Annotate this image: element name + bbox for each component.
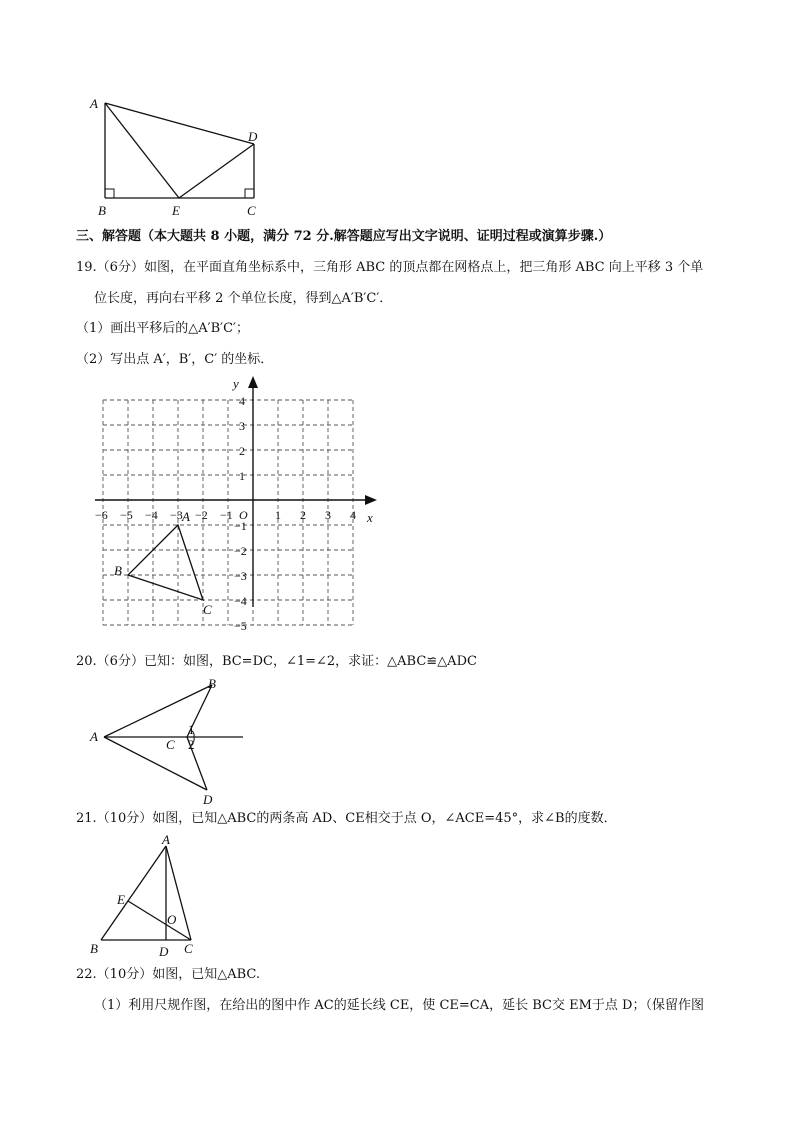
- angle-label-2: 2: [188, 737, 195, 752]
- label-d: D: [159, 944, 169, 959]
- x-axis-arrow: [365, 495, 377, 505]
- x-tick-label: 4: [350, 508, 356, 522]
- y-tick-label: 1: [239, 469, 245, 483]
- section-heading: 三、解答题（本大题共 8 小题，满分 72 分.解答题应写出文字说明、证明过程或演算步骤.）: [76, 229, 612, 244]
- x-tick-label: −3: [170, 508, 183, 522]
- point-label-a: A: [182, 509, 190, 524]
- point-label-b: B: [114, 563, 122, 578]
- q20-text: 20.（6分）已知：如图，BC=DC，∠1=∠2，求证：△ABC≌△ADC: [76, 654, 477, 669]
- y-tick-label: 3: [239, 419, 245, 433]
- x-tick-label: 3: [325, 508, 331, 522]
- x-tick-label: −2: [195, 508, 208, 522]
- y-axis-arrow: [248, 376, 258, 388]
- x-axis-label: x: [367, 510, 373, 525]
- tick-labels: [95, 376, 373, 633]
- segment-ab: [104, 685, 212, 737]
- label-d: D: [203, 792, 213, 807]
- label-c: C: [184, 941, 193, 956]
- q22-text: 22.（10分）如图，已知△ABC.: [76, 967, 261, 982]
- label-a: A: [90, 96, 98, 111]
- x-tick-label: 2: [300, 508, 306, 522]
- x-tick-label: −4: [145, 508, 158, 522]
- y-tick-label: 4: [239, 394, 245, 408]
- y-tick-label: −1: [234, 519, 247, 533]
- label-a: A: [90, 729, 98, 744]
- q19-line1: 19.（6分）如图，在平面直角坐标系中，三角形 ABC 的顶点都在网格点上，把三角形 ABC 向上平移 3 个单: [76, 260, 704, 275]
- point-label-c: C: [203, 602, 212, 617]
- y-axis-label: y: [233, 376, 239, 391]
- angle-label-1: 1: [188, 722, 195, 737]
- label-b: B: [98, 203, 106, 218]
- q19-part1: （1）画出平移后的△A′B′C′；: [76, 321, 250, 336]
- x-tick-label: −5: [120, 508, 133, 522]
- label-o: O: [167, 912, 177, 927]
- x-tick-label: −1: [220, 508, 233, 522]
- label-e: E: [172, 203, 180, 218]
- figure-kite-abcd: [80, 676, 260, 808]
- label-b: B: [208, 676, 216, 691]
- figure-triangle-altitudes: [80, 832, 220, 962]
- triangle-abc-outline: [128, 525, 203, 600]
- x-tick-label: 1: [275, 508, 281, 522]
- label-c: C: [247, 203, 256, 218]
- triangle-abc: [128, 525, 203, 600]
- label-d: D: [248, 129, 258, 144]
- y-tick-label: −3: [234, 569, 247, 583]
- label-b: B: [90, 941, 98, 956]
- q19-line2: 位长度，再向右平移 2 个单位长度，得到△A′B′C′．: [94, 291, 393, 306]
- q19-part2: （2）写出点 A′，B′，C′ 的坐标．: [76, 352, 274, 367]
- y-tick-label: −2: [234, 544, 247, 558]
- q22-part1: （1）利用尺规作图，在给出的图中作 AC的延长线 CE，使 CE=CA，延长 BC交 EM于点 D；（保留作图: [94, 998, 704, 1013]
- label-e: E: [117, 892, 125, 907]
- q21-text: 21.（10分）如图，已知△ABC的两条高 AD、CE相交于点 O，∠ACE=45°，求∠B的度数．: [76, 811, 617, 826]
- label-a: A: [162, 832, 170, 847]
- y-tick-label: 2: [239, 444, 245, 458]
- label-c: C: [166, 737, 175, 752]
- origin-label: O: [239, 508, 248, 522]
- y-tick-label: −5: [234, 619, 247, 633]
- segment-ab: [101, 846, 166, 940]
- x-tick-label: −6: [95, 508, 108, 522]
- y-tick-label: −4: [234, 594, 247, 608]
